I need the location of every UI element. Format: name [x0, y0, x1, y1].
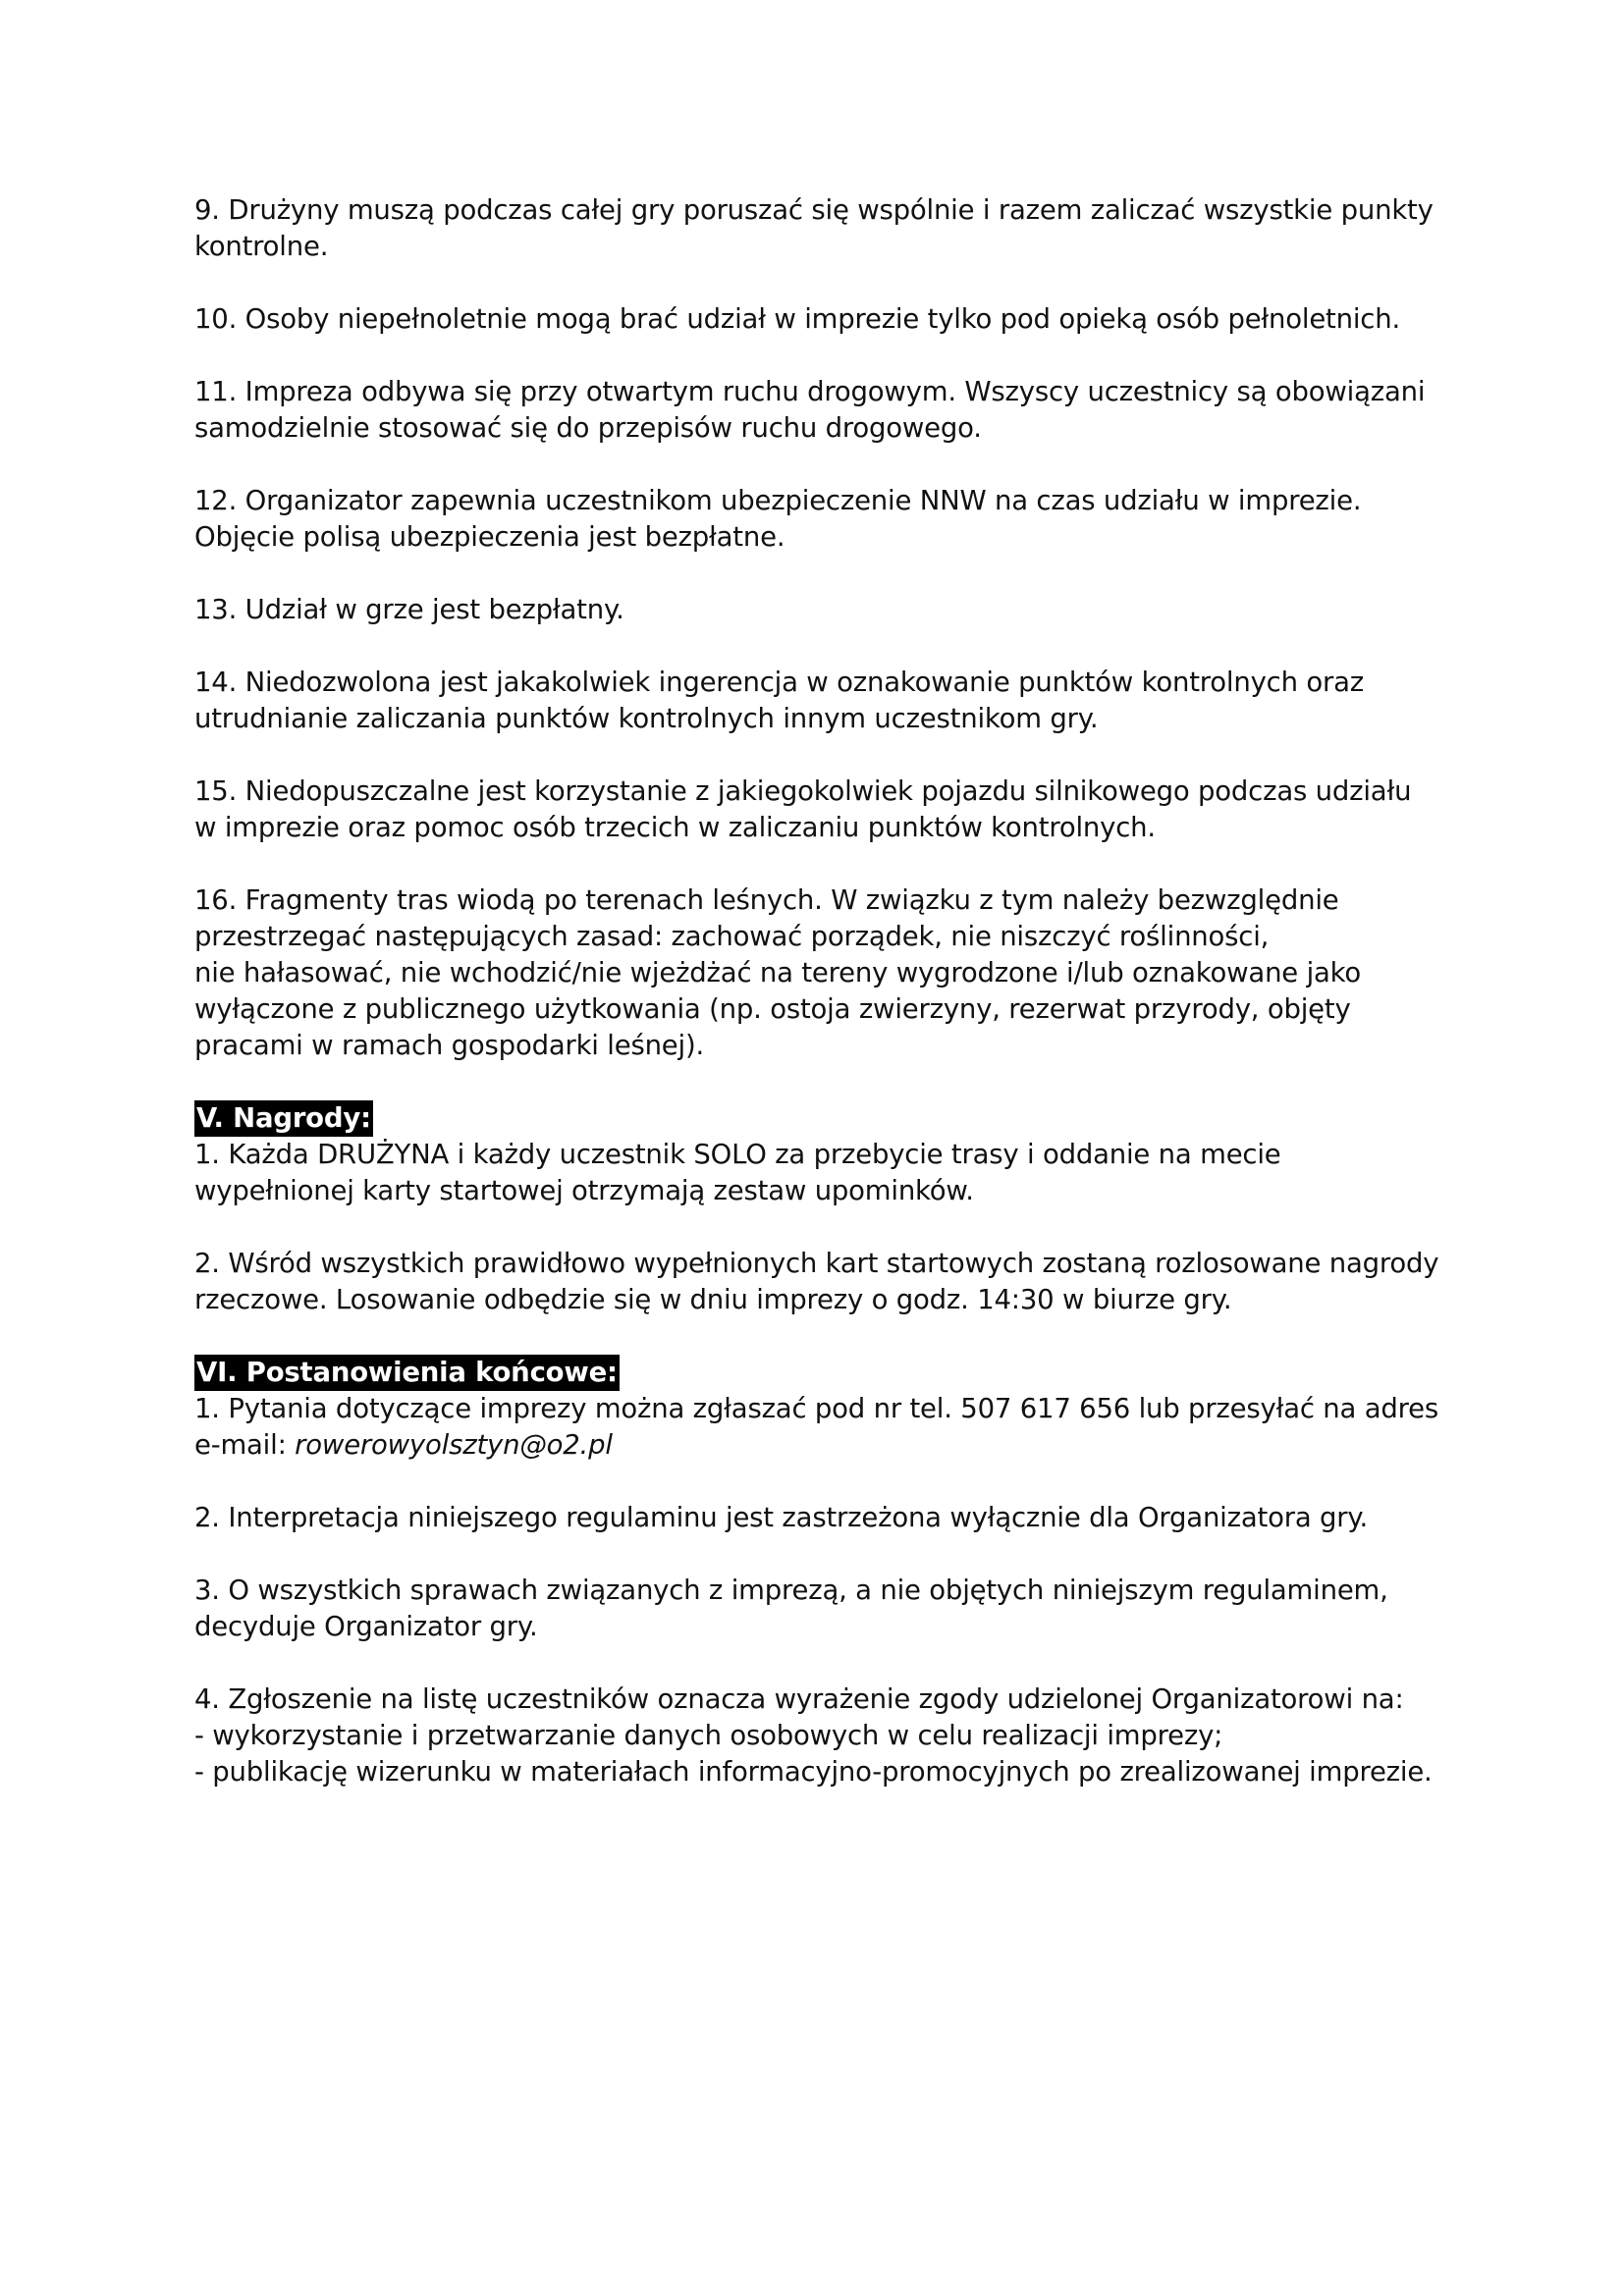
- rule-16-line-5: pracami w ramach gospodarki leśnej).: [194, 1030, 705, 1061]
- prize-1-line-2: wypełnionej karty startowej otrzymają zestaw upominków.: [194, 1175, 974, 1206]
- rule-16-line-2: przestrzegać następujących zasad: zachować porządek, nie niszczyć roślinności,: [194, 921, 1270, 952]
- rule-14: [194, 665, 1471, 737]
- prize-1: [194, 1137, 1471, 1209]
- rule-12-line-2: Objęcie polisą ubezpieczenia jest bezpłatne.: [194, 521, 785, 553]
- rule-13-line-1: 13. Udział w grze jest bezpłatny.: [194, 594, 624, 625]
- provision-1: [194, 1391, 1471, 1464]
- rule-9-line-1: 9. Drużyny muszą podczas całej gry poruszać się wspólnie i razem zaliczać wszystkie punkty: [194, 194, 1434, 226]
- contact-email-link[interactable]: rowerowyolsztyn@o2.pl: [295, 1429, 613, 1461]
- document-page: [194, 192, 1471, 1827]
- rule-16-line-1: 16. Fragmenty tras wiodą po terenach leśnych. W związku z tym należy bezwzględnie: [194, 884, 1339, 916]
- rule-15-line-1: 15. Niedopuszczalne jest korzystanie z jakiegokolwiek pojazdu silnikowego podczas udziału: [194, 775, 1412, 807]
- rule-16-line-4: wyłączone z publicznego użytkowania (np. ostoja zwierzyny, rezerwat przyrody, objęty: [194, 993, 1351, 1025]
- provision-2-line-1: 2. Interpretacja niniejszego regulaminu jest zastrzeżona wyłącznie dla Organizatora gry.: [194, 1502, 1369, 1533]
- prize-1-line-1: 1. Każda DRUŻYNA i każdy uczestnik SOLO za przebycie trasy i oddanie na mecie: [194, 1139, 1281, 1170]
- rule-14-line-2: utrudnianie zaliczania punktów kontrolnych innym uczestnikom gry.: [194, 703, 1099, 734]
- section-heading-prizes: V. Nagrody:: [194, 1100, 373, 1137]
- rule-14-line-1: 14. Niedozwolona jest jakakolwiek ingerencja w oznakowanie punktów kontrolnych oraz: [194, 667, 1364, 698]
- rule-15-line-2: w imprezie oraz pomoc osób trzecich w zaliczaniu punktów kontrolnych.: [194, 812, 1156, 843]
- rule-15: [194, 774, 1471, 846]
- provision-4-line-3: - publikację wizerunku w materiałach informacyjno-promocyjnych po zrealizowanej imprezie.: [194, 1756, 1433, 1788]
- email-label: e-mail:: [194, 1429, 296, 1461]
- rule-9-line-2: kontrolne.: [194, 231, 329, 262]
- provision-4-line-1: 4. Zgłoszenie na listę uczestników oznacza wyrażenie zgody udzielonej Organizatorowi na:: [194, 1683, 1404, 1715]
- prize-2-line-2: rzeczowe. Losowanie odbędzie się w dniu imprezy o godz. 14:30 w biurze gry.: [194, 1284, 1232, 1315]
- provision-2: [194, 1500, 1471, 1536]
- rule-13: [194, 592, 1471, 628]
- rules-continuation-section: [194, 192, 1471, 1064]
- rule-10-line-1: 10. Osoby niepełnoletnie mogą brać udział w imprezie tylko pod opieką osób pełnoletnich.: [194, 303, 1400, 335]
- rule-16: [194, 882, 1471, 1064]
- rule-11: [194, 374, 1471, 447]
- provision-4-line-2: - wykorzystanie i przetwarzanie danych osobowych w celu realizacji imprezy;: [194, 1720, 1223, 1751]
- provision-1-line-1: 1. Pytania dotyczące imprezy można zgłaszać pod nr tel. 507 617 656 lub przesyłać na adres: [194, 1393, 1438, 1424]
- section-heading-final-provisions: VI. Postanowienia końcowe:: [194, 1355, 620, 1391]
- provision-3: [194, 1573, 1471, 1645]
- rule-12: [194, 483, 1471, 556]
- provision-3-line-1: 3. O wszystkich sprawach związanych z imprezą, a nie objętych niniejszym regulaminem,: [194, 1575, 1388, 1606]
- prize-2-line-1: 2. Wśród wszystkich prawidłowo wypełnionych kart startowych zostaną rozlosowane nagrody: [194, 1248, 1439, 1279]
- provision-1-line-2: [194, 1427, 1471, 1464]
- provision-3-line-2: decyduje Organizator gry.: [194, 1611, 538, 1642]
- prizes-section: [194, 1100, 1471, 1318]
- rule-16-line-3: nie hałasować, nie wchodzić/nie wjeżdżać na tereny wygrodzone i/lub oznakowane jako: [194, 957, 1362, 988]
- final-provisions-section: [194, 1355, 1471, 1790]
- prize-2: [194, 1246, 1471, 1318]
- rule-11-line-2: samodzielnie stosować się do przepisów ruchu drogowego.: [194, 412, 982, 444]
- provision-4: [194, 1682, 1471, 1790]
- rule-11-line-1: 11. Impreza odbywa się przy otwartym ruchu drogowym. Wszyscy uczestnicy są obowiązani: [194, 376, 1426, 407]
- rule-9: [194, 192, 1471, 265]
- rule-12-line-1: 12. Organizator zapewnia uczestnikom ubezpieczenie NNW na czas udziału w imprezie.: [194, 485, 1362, 516]
- rule-10: [194, 301, 1471, 338]
